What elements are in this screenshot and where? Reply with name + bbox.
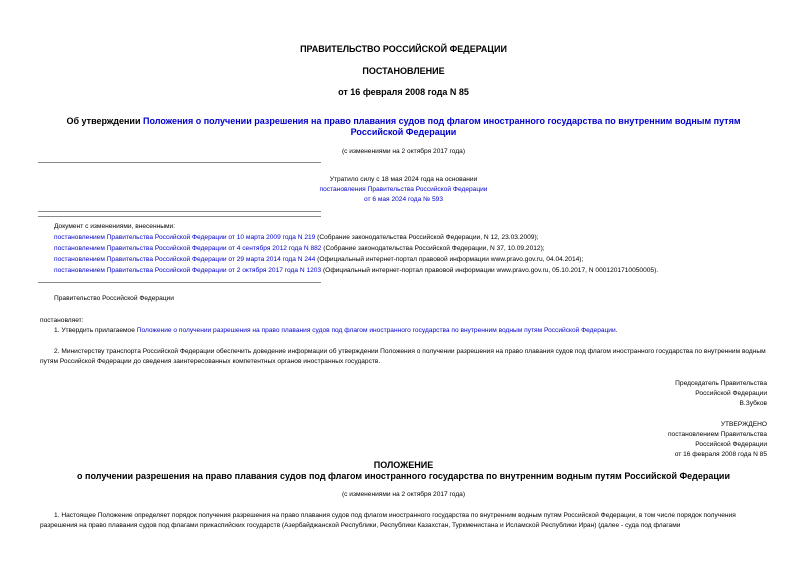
lost-force-line1: Утратило силу с 18 мая 2024 года на основании (329, 176, 478, 183)
paragraph-1-suffix: . (615, 327, 618, 334)
approved-date: от 16 февраля 2008 года N 85 (674, 451, 767, 458)
doc-title-link[interactable]: Положения о получении разрешения на право плавания судов под флагом иностранного государства по внутренним водным путям Российской Федерации (142, 116, 741, 137)
regulation-subheading: о получении разрешения на право плавания судов под флагом иностранного государства по внутренним водным путям Российской Федерации (77, 471, 730, 481)
resolves-text: постановляет: (40, 317, 84, 324)
amendment-source: (Собрание законодательства Российской Федерации, N 12, 23.03.2009); (315, 234, 539, 241)
signature-name: В.Зубков (739, 400, 767, 407)
divider (38, 282, 321, 283)
amendment-source: (Собрание законодательства Российской Федерации, N 37, 10.09.2012); (321, 245, 545, 252)
signature-country: Российской Федерации (695, 390, 767, 397)
divider (38, 216, 321, 217)
amendment-link[interactable]: постановлением Правительства Российской Федерации от 10 марта 2009 года N 219 (54, 234, 316, 241)
doc-date-number: от 16 февраля 2008 года N 85 (338, 87, 469, 97)
lost-force-link-line3[interactable]: от 6 мая 2024 года № 593 (363, 196, 443, 203)
edition-note: (с изменениями на 2 октября 2017 года) (341, 148, 466, 155)
approved-country: Российской Федерации (695, 441, 767, 448)
amendments-intro: Документ с изменениями, внесенными: (54, 223, 176, 230)
amendment-item (54, 266, 658, 276)
government-heading: ПРАВИТЕЛЬСТВО РОССИЙСКОЙ ФЕДЕРАЦИИ (300, 44, 507, 54)
divider (38, 211, 321, 212)
amendment-link[interactable]: постановлением Правительства Российской Федерации от 29 марта 2014 года N 244 (54, 256, 316, 263)
doc-title (40, 116, 767, 138)
government-name: Правительство Российской Федерации (54, 295, 174, 302)
amendment-item (54, 255, 583, 265)
amendment-source: (Официальный интернет-портал правовой информации www.pravo.gov.ru, 05.10.2017, N 0001201710050005). (321, 267, 659, 274)
paragraph-2: 2. Министерству транспорта Российской Федерации обеспечить доведение информации об утверждении Положения о получении разрешения на право плавания судов под флагом иностранного государства по внутренним водным путям Российской Федерации до сведения заинтересованных компетентных органов иностранных государств. (40, 348, 766, 365)
regulation-heading: ПОЛОЖЕНИЕ (373, 460, 434, 470)
divider (38, 162, 321, 163)
amendment-item (54, 244, 545, 254)
regulation-edition-note: (с изменениями на 2 октября 2017 года) (341, 491, 466, 498)
amendment-link[interactable]: постановлением Правительства Российской Федерации от 4 сентября 2012 года N 882 (54, 245, 322, 252)
doc-type-heading: ПОСТАНОВЛЕНИЕ (362, 66, 445, 76)
paragraph-1-prefix: 1. Утвердить прилагаемое (54, 327, 137, 334)
regulation-link[interactable]: Положение о получении разрешения на право плавания судов под флагом иностранного государства по внутренним водным путям Российской Федерации (136, 327, 616, 334)
regulation-paragraph-1: 1. Настоящее Положение определяет порядок получения разрешения на право плавания судов под флагом иностранного государства по внутренним водным путям Российской Федерации, в том числе порядок получения разрешения на право плавания судов под флагами прикаспийских государств (Азербайджанской Республики, Республики Казахстан, Туркменистана и Исламской Республики Иран) (далее - суда под флагами (40, 512, 736, 529)
amendment-source: (Официальный интернет-портал правовой информации www.pravo.gov.ru, 04.04.2014); (315, 256, 584, 263)
signature-title: Председатель Правительства (675, 380, 767, 387)
amendment-link[interactable]: постановлением Правительства Российской Федерации от 2 октября 2017 года N 1203 (54, 267, 322, 274)
lost-force-link-line2[interactable]: постановления Правительства Российской Федерации (319, 186, 488, 193)
doc-title-prefix: Об утверждении (66, 116, 143, 126)
approved-label: УТВЕРЖДЕНО (720, 421, 767, 428)
amendment-item (54, 233, 538, 243)
paragraph-1 (54, 326, 618, 336)
approved-by: постановлением Правительства (667, 431, 767, 438)
